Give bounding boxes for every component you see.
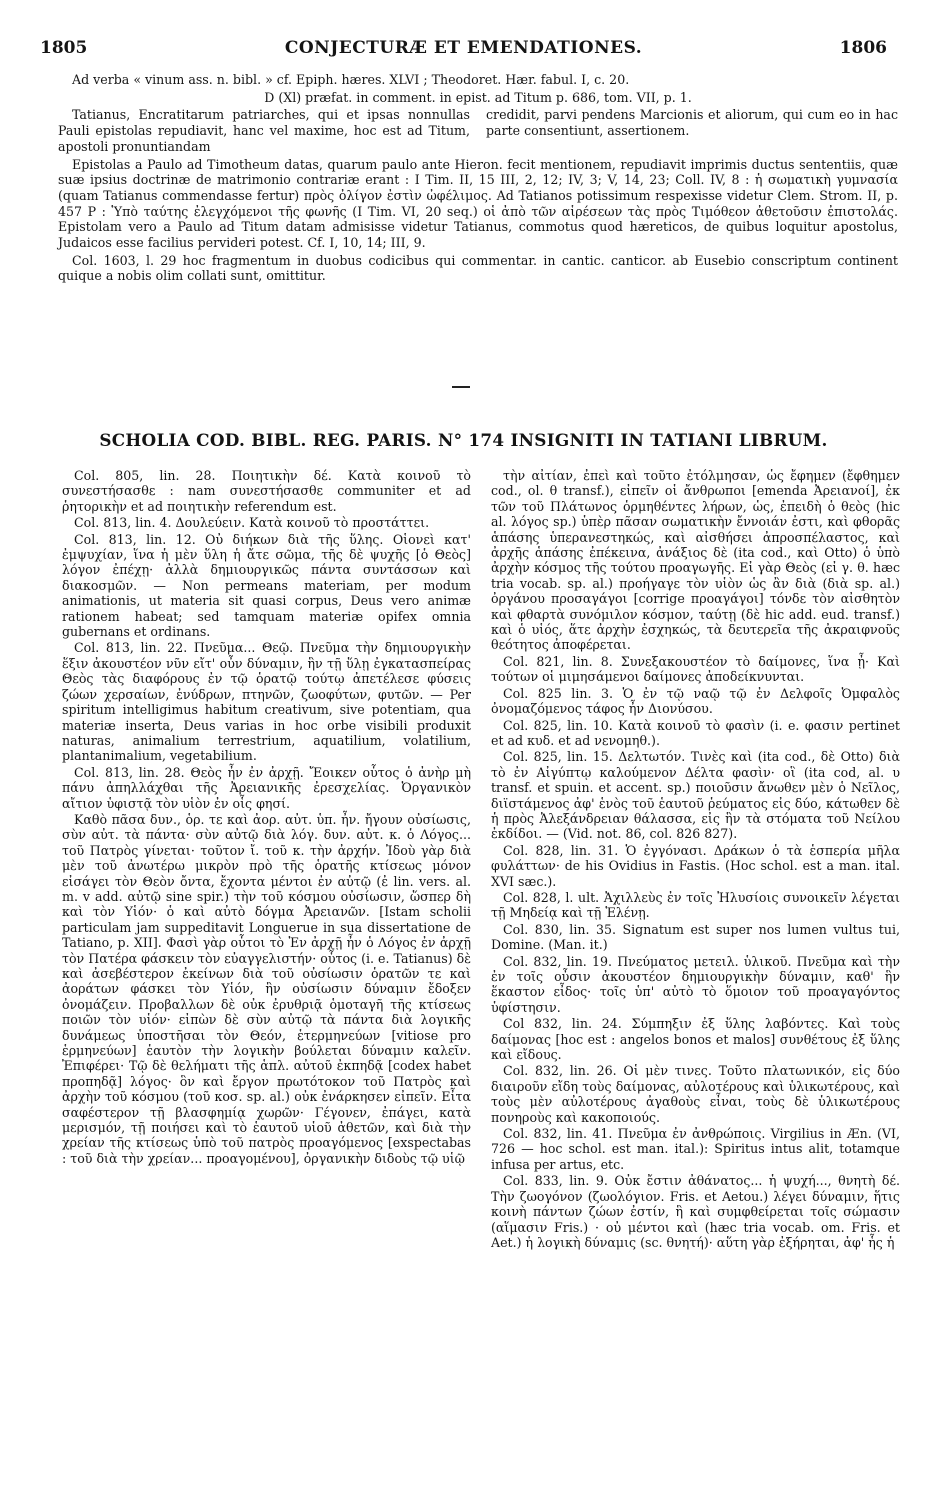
scholion-paragraph: τὴν αἰτίαν, ἐπεὶ καὶ τοῦτο ἐτόλμησαν, ὡς ἔφημεν (ἔφθημεν cod., ol. θ transf.), εἰπεῖν οἱ ἄνθρωποι [emenda Ἀρειανοί], ἐκ τῶν τοῦ Πλάτωνος ὁρμηθέντες λήρων, ὡς, ἐπειδὴ ὁ θεὸς (hic al. λόγος sp.) ὑπὲρ πᾶσαν σωματικὴν ἔννοιάν ἐστι, καὶ φθορᾶς ἁπάσης ὑπερανεστηκώς, καὶ αἰσθήσει ἀπροσπέλαστος, καὶ ἀρχῆς ἁπάσης ἐπέκεινα, ἀνάξιος δὲ (ita cod., καὶ Otto) ὁ ὑπὸ ἀρχὴν κόσμος τῆς τούτου προαγωγῆς. Εἰ γὰρ Θεὸς (εἰ γ. θ. hæc tria vocab. sp. al.) προήγαγε τὸν υἱὸν ὡς ἂν διὰ (διὰ sp. al.) ὀργάνου προσαγάγοι [corrige προαγάγοι] τόνδε τὸν αἰσθητὸν καὶ φθαρτὰ συνόμιλον κόσμον, ταύτῃ (δὲ hic add. eud. transf.) καὶ ὁ υἱός, ἅτε ἀρχὴν ἐσχηκώς, τὰ δευτερεῖα τῆς ἀκραιφνοῦς θεότητος ἀποφέρεται. [491,468,900,653]
note-paragraph-3 [58,107,898,154]
section-divider [452,386,470,388]
right-column [491,468,900,1498]
scholion-paragraph: Col. 832, lin. 19. Πνεύματος μετειλ. ὑλικοῦ. Πνεῦμα καὶ τὴν ἐν τοῖς οὖσιν ἀκουστέον δημιουργικὴν δύναμιν, καθ' ἣν ἕκαστον εἶδος· τοῖς ὑπ' αὐτὸ τὸ ὅμοιον τοῦ προαγαγόντος ὑφίστησιν. [491,953,900,1015]
scholion-paragraph: Col. 825, lin. 10. Κατὰ κοινοῦ τὸ φασὶν (i. e. φασιν pertinet et ad κυδ. et ad νενομηθ.). [491,717,900,748]
running-title: CONJECTURÆ ET EMENDATIONES. [284,38,643,58]
scholion-paragraph: Col 832, lin. 24. Σύμπηξιν ἐξ ὕλης λαβόντες. Καὶ τοὺς δαίμονας [hoc est : angelos bonos et malos] συνθέτους ἐξ ὕλης καὶ εἴδους. [491,1016,900,1063]
scholion-paragraph: Col. 828, l. ult. Ἀχιλλεὺς ἐν τοῖς Ἠλυσίοις συνοικεῖν λέγεται τῇ Μηδείᾳ καὶ τῇ Ἑλένῃ. [491,889,900,921]
scholion-paragraph: Col. 832, lin. 26. Οἱ μὲν τινες. Τοῦτο πλατωνικόν, εἰς δύο διαιροῦν εἴδη τοὺς δαίμονας, αὐλοτέρους καὶ ὑλικωτέρους, καὶ τοὺς μὲν αὐλοτέρους ἀγαθοὺς εἶναι, τοὺς δὲ ὑλικωτέρους πονηροὺς καὶ κακοποιούς. [491,1063,900,1125]
scholion-paragraph: Col. 832, lin. 41. Πνεῦμα ἐν ἀνθρώποις. Virgilius in Æn. (VI, 726 — hoc schol. est man. ital.): Spiritus intus alit, totamque infusa per artus, etc. [491,1126,900,1172]
note-paragraph-1: Ad verba « vinum ass. n. bibl. » cf. Epiph. hæres. XLVI ; Theodoret. Hær. fabul. I, c. 20. [72,72,630,87]
scholion-paragraph: Col. 821, lin. 8. Συνεξακουστέον τὸ δαίμονες, ἵνα ᾖ· Καὶ τούτων οἱ μιμησάμενοι δαίμονες ἀποδείκνυνται. [491,653,900,685]
note-paragraph-3-left: Tatianus, Encratitarum patriarches, qui et ipsas nonnullas Pauli epistolas repudiavit, hanc vel maxime, hoc est ad Titum, apostoli pronuntiandam [58,107,470,154]
scholion-paragraph: Col. 825 lin. 3. Ὁ ἐν τῷ ναῷ τῷ ἐν Δελφοῖς Ὀμφαλὸς ὀνομαζόμενος τάφος ἦν Διονύσου. [491,685,900,717]
page-number-right: 1806 [839,38,887,58]
running-header [40,38,887,62]
scholion-paragraph: Col. 813, lin. 4. Δουλεύειν. Κατὰ κοινοῦ τὸ προστάττει. [74,515,430,531]
scholion-paragraph: Col. 833, lin. 9. Οὐκ ἔστιν ἀθάνατος... ἡ ψυχή..., θνητὴ δέ. Τὴν ζωογόνον (ζωολόγιον. Fris. et Aetou.) λέγει δύναμιν, ἥτις κοινὴ πάντων ζώων ἐστίν, ἣ καὶ συμφθείρεται τοῖς σώμασιν (αἵμασιν Fris.) · οὐ μέντοι καὶ (hæc tria vocab. om. Fris. et Aet.) ἡ λογικὴ δύναμις (sc. θνητή)· αὕτη γὰρ ἐξήρηται, ἀφ' ἧς ἡ [491,1173,900,1250]
scholion-paragraph: Col. 828, lin. 31. Ὁ ἐγγόνασι. Δράκων ὁ τὰ ἑσπερία μῆλα φυλάττων· de his Ovidius in Fastis. (Hoc schol. est a man. ital. XVI sæc.). [491,842,900,889]
scholion-paragraph: Col. 813, lin. 12. Οὐ διήκων διὰ τῆς ὕλης. Οἱονεὶ κατ' ἐμψυχίαν, ἵνα ἡ μὲν ὕλη ἡ ἄτε σῶμα, τῆς δὲ ψυχῆς [ὁ Θεὸς] λόγον ἐπέχῃ· ἀλλὰ δημιουργικῶς πάντα συντάσσων καὶ διακοσμῶν. — Non permeans materiam, per modum animationis, ut materia sit quasi corpus, Deus vero animæ rationem habeat; sed tamquam materiæ opifex omnia gubernans et ordinans. [62,531,471,640]
scholion-paragraph: Καθὸ πᾶσα δυν., ὁρ. τε καὶ ἀορ. αὐτ. ὑπ. ἦν. ἤγουν οὐσίωσις, σὺν αὐτ. τὰ πάντα· σὺν αὐτῷ διὰ λόγ. δυν. αὐτ. κ. ὁ Λόγος... τοῦ Πατρὸς γίνεται· τοῦτον ἴ. τοῦ κ. τὴν ἀρχήν. Ἰδοὺ γὰρ διὰ μὲν τοῦ ἀνωτέρω μικρὸν πρὸ τῆς ὁρατῆς κτίσεως μόνον εἰσάγει τὸν Θεὸν ὄντα, ἔχοντα μέντοι ἐν αὐτῷ (ἐ lin. vers. al. m. v add. αὐτῷ sine spir.) τὴν τοῦ κόσμου οὐσίωσιν, ὥσπερ δὴ καὶ τὸν Υἱόν· ὁ καὶ αὐτὸ δόγμα Ἀρειανῶν. [Istam scholii particulam jam suppeditavit Longuerue in sua dissertatione de Tatiano, p. XII]. Φασὶ γὰρ οὗτοι τὸ Ἐν ἀρχῇ ἦν ὁ Λόγος ἐν ἀρχῇ τὸν Πατέρα φάσκειν τὸν εὐαγγελιστήν· οὗτος (i. e. Tatianus) δὲ καὶ ἀσεβέστερον ἐκείνων διὰ τοῦ οὐσίωσιν ὁρατῶν τε καὶ ἀοράτων φάσκει τὸν Υἱόν, ἣν οὐσίωσιν δύναμιν ἔδοξεν ὀνομάζειν. Προβαλλων δὲ οὐκ ἐρυθριᾷ ὁμοταγῆ τῆς κτίσεως ποιῶν τὸν υἱόν· εἰπὼν δὲ σὺν αὐτῷ τὰ πάντα διὰ λογικῆς δυνάμεως ὑποστῆσαι τὸν Θεόν, ἑτερμηνεύων [vitiose pro ἑρμηνεύων] ἑαυτὸν τὴν λογικὴν βούλεται δύναμιν καλεῖν. Ἐπιφέρει· Τῷ δὲ θελήματι τῆς ἁπλ. αὐτοῦ ἐκπηδᾷ [codex habet προπηδᾷ] λόγος· ὃν καὶ ἔργον πρωτότοκον τοῦ Πατρὸς καὶ ἀρχὴν τοῦ κόσμου (τοῦ κοσ. sp. al.) οὐκ ἐνάρκησεν εἰπεῖν. Εἶτα σαφέστερον τῇ βλασφημίᾳ χωρῶν· Γέγονεν, ἐπάγει, κατὰ μερισμόν, τῇ ποιήσει καὶ τὸ ἑαυτοῦ υἱοῦ ἀθετῶν, καὶ διὰ τὴν χρείαν τῆς κτίσεως ὑπὸ τοῦ πατρὸς προαγόμενος [exspectabas : τοῦ διὰ τὴν χρείαν... προαγομένου], ὀργανικὴν διδοὺς τῷ υἱῷ [62,811,471,1166]
scholia-title: SCHOLIA COD. BIBL. REG. PARIS. N° 174 INSIGNITI IN TATIANI LIBRUM. [99,430,828,450]
note-paragraph-5: Col. 1603, l. 29 hoc fragmentum in duobus codicibus qui commentar. in cantic. canticor. ab Eusebio conscriptum continent quique a nobis olim collati sunt, omittitur. [58,252,898,284]
scholion-paragraph: Col. 813, lin. 22. Πνεῦμα... Θεῷ. Πνεῦμα τὴν δημιουργικὴν ἕξιν ἀκουστέον νῦν εἴτ' οὖν δύναμιν, ἣν τῇ ὕλῃ ἐγκατασπείρας Θεὸς τὰς διαφόρους ἐν τῷ ὁρατῷ τούτῳ ἀπετέλεσε φύσεις ζώων χερσαίων, ἐνύδρων, πτηνῶν, ζωοφύτων, φυτῶν. — Per spiritum intelligimus habitum creativum, sive potentiam, qua materiæ inserta, Deus varias in hoc orbe visibili produxit naturas, animalium terrestrium, aquatilium, volatilium, plantanimalium, vegetabilium. [62,640,471,764]
note-paragraph-3-right: credidit, parvi pendens Marcionis et aliorum, qui cum eo in hac parte consentiunt, assertionem. [486,107,898,139]
left-column [62,468,471,1498]
scholion-paragraph: Col. 813, lin. 28. Θεὸς ἦν ἐν ἀρχῇ. Ἔοικεν οὗτος ὁ ἀνὴρ μὴ πάνυ ἀπηλλάχθαι τῆς Ἀρειανικῆς ἐρεσχελίας. Ὀργανικὸν αἴτιον ὑφιστᾷ τὸν υἱὸν ἐν οἷς φησί. [62,764,471,811]
note-paragraph-2: D (Xl) præfat. in comment. in epist. ad Titum p. 686, tom. VII, p. 1. [264,89,692,105]
note-paragraph-4: Epistolas a Paulo ad Timotheum datas, quarum paulo ante Hieron. fecit mentionem, repudiavit imprimis ductus sententiis, quæ suæ ipsius doctrinæ de matrimonio contrariæ erant : I Tim. II, 15 III, 2, 12; IV, 3; V, 14, 23; Coll. IV, 8 : ἡ σωματικὴ γυμνασία (quam Tatianus commendasse fertur) πρὸς ὀλίγον ἐστὶν ὠφέλιμος. Ad Tatianos potissimum respexisse videtur Clem. Strom. II, p. 457 P : Ὑπὸ ταύτης ἐλεγχόμενοι τῆς φωνῆς (I Tim. VI, 20 seq.) οἱ ἀπὸ τῶν αἱρέσεων τὰς πρὸς Τιμόθεον ἀθετοῦσιν ἐπιστολάς. Epistolam vero a Paulo ad Titum datam admisisse videtur Tatianus, commotus quod hæreticos, de quibus loquitur apostolus, Judaicos esse facilius pervideri potest. Cf. I, 10, 14; III, 9. [58,156,898,251]
scholion-paragraph: Col. 830, lin. 35. Signatum est super nos lumen vultus tui, Domine. (Man. it.) [491,921,900,953]
scholia-body [62,468,900,1498]
scholion-paragraph: Col. 825, lin. 15. Δελτωτόν. Τινὲς καὶ (ita cod., δὲ Otto) διὰ τὸ ἐν Αἰγύπτῳ καλούμενον Δέλτα φασὶν· οἳ (ita cod, al. υ transf. et spuin. et accent. sp.) ποιοῦσιν ἄνωθεν μὲν ὁ Νεῖλος, διϊστάμενος ἀφ' ἑνὸς τοῦ ἑαυτοῦ ῥεύματος εἰς δύο, κάτωθεν δὲ ἡ πρὸς Ἀλεξάνδρειαν θάλασσα, εἰς ἣν τὰ στόματα τοῦ Νείλου ἐκδίδοι. — (Vid. not. 86, col. 826 827). [491,749,900,842]
page-number-left: 1805 [40,38,88,58]
notes-section [58,72,898,286]
scholion-paragraph: Col. 805, lin. 28. Ποιητικὴν δέ. Κατὰ κοινοῦ τὸ συνεστήσασθε : nam συνεστήσασθε communiter et ad ῥητορικὴν et ad ποιητικὴν referendum est. [62,468,471,514]
